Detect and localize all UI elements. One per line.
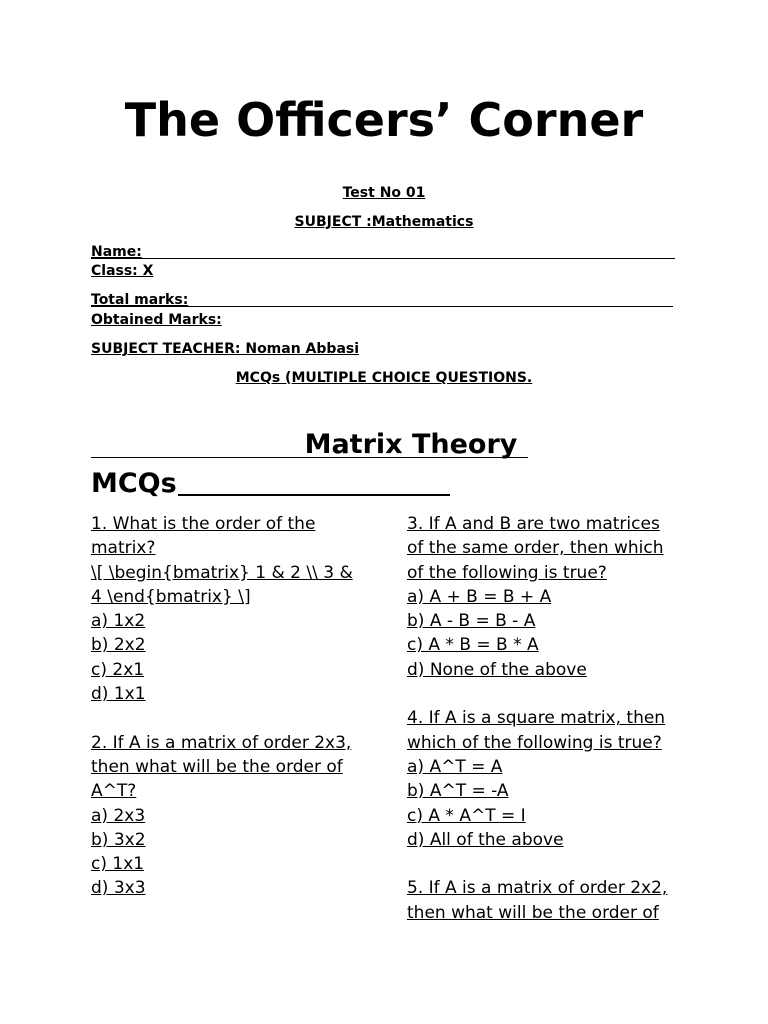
answer-option: b) 2x2 — [91, 635, 146, 656]
answer-option: a) A^T = A — [407, 756, 503, 777]
question-text: of the following is true? — [407, 562, 607, 583]
answer-option: c) A * B = B * A — [407, 635, 539, 656]
section-subtitle: MCQs — [91, 468, 177, 499]
question-text: 5. If A is a matrix of order 2x2, — [407, 878, 668, 899]
answer-option: a) 1x2 — [91, 611, 146, 632]
subject-line: SUBJECT :Mathematics — [294, 214, 474, 230]
question-text: matrix? — [91, 538, 156, 559]
answer-option: b) A^T = -A — [407, 781, 509, 802]
question-text: 4. If A is a square matrix, then — [407, 708, 666, 729]
answer-option: a) A + B = B + A — [407, 586, 552, 607]
answer-option: d) 3x3 — [91, 878, 146, 899]
section-subtitle-line — [178, 494, 450, 496]
questions-right-column — [407, 512, 697, 925]
answer-option: c) A * A^T = I — [407, 805, 526, 826]
section-title: Matrix Theory — [304, 429, 518, 460]
answer-option: a) 2x3 — [91, 805, 146, 826]
question-gap — [407, 682, 697, 706]
name-underline — [91, 258, 675, 259]
answer-option: d) None of the above — [407, 659, 587, 680]
question-text: 4 \end{bmatrix} \] — [91, 586, 251, 607]
answer-option: c) 2x1 — [91, 659, 145, 680]
answer-option: b) 3x2 — [91, 829, 146, 850]
answer-option: b) A - B = B - A — [407, 611, 536, 632]
question-gap — [91, 706, 381, 730]
total-marks-underline — [91, 306, 673, 307]
answer-option: d) All of the above — [407, 829, 564, 850]
question-text: 2. If A is a matrix of order 2x3, — [91, 732, 352, 753]
total-marks-label: Total marks: — [91, 292, 189, 308]
class-label: Class: X — [91, 263, 154, 279]
question-text: 3. If A and B are two matrices — [407, 514, 660, 534]
question-text: then what will be the order of — [91, 756, 343, 777]
question-text: 1. What is the order of the — [91, 514, 316, 534]
obtained-marks-label: Obtained Marks: — [91, 312, 222, 328]
question-gap — [407, 852, 697, 876]
name-label: Name: — [91, 244, 142, 260]
question-text: of the same order, then which — [407, 538, 664, 559]
mcq-note: MCQs (MULTIPLE CHOICE QUESTIONS. — [235, 370, 533, 386]
teacher-line: SUBJECT TEACHER: Noman Abbasi — [91, 341, 360, 357]
question-text: which of the following is true? — [407, 732, 662, 753]
page-title: The Officers’ Corner — [124, 93, 644, 147]
questions-left-column — [91, 512, 381, 901]
test-number: Test No 01 — [342, 185, 426, 201]
question-text: A^T? — [91, 781, 137, 802]
question-text: then what will be the order of — [407, 902, 659, 923]
question-text: \[ \begin{bmatrix} 1 & 2 \\ 3 & — [91, 562, 353, 583]
answer-option: d) 1x1 — [91, 684, 146, 705]
answer-option: c) 1x1 — [91, 854, 145, 875]
